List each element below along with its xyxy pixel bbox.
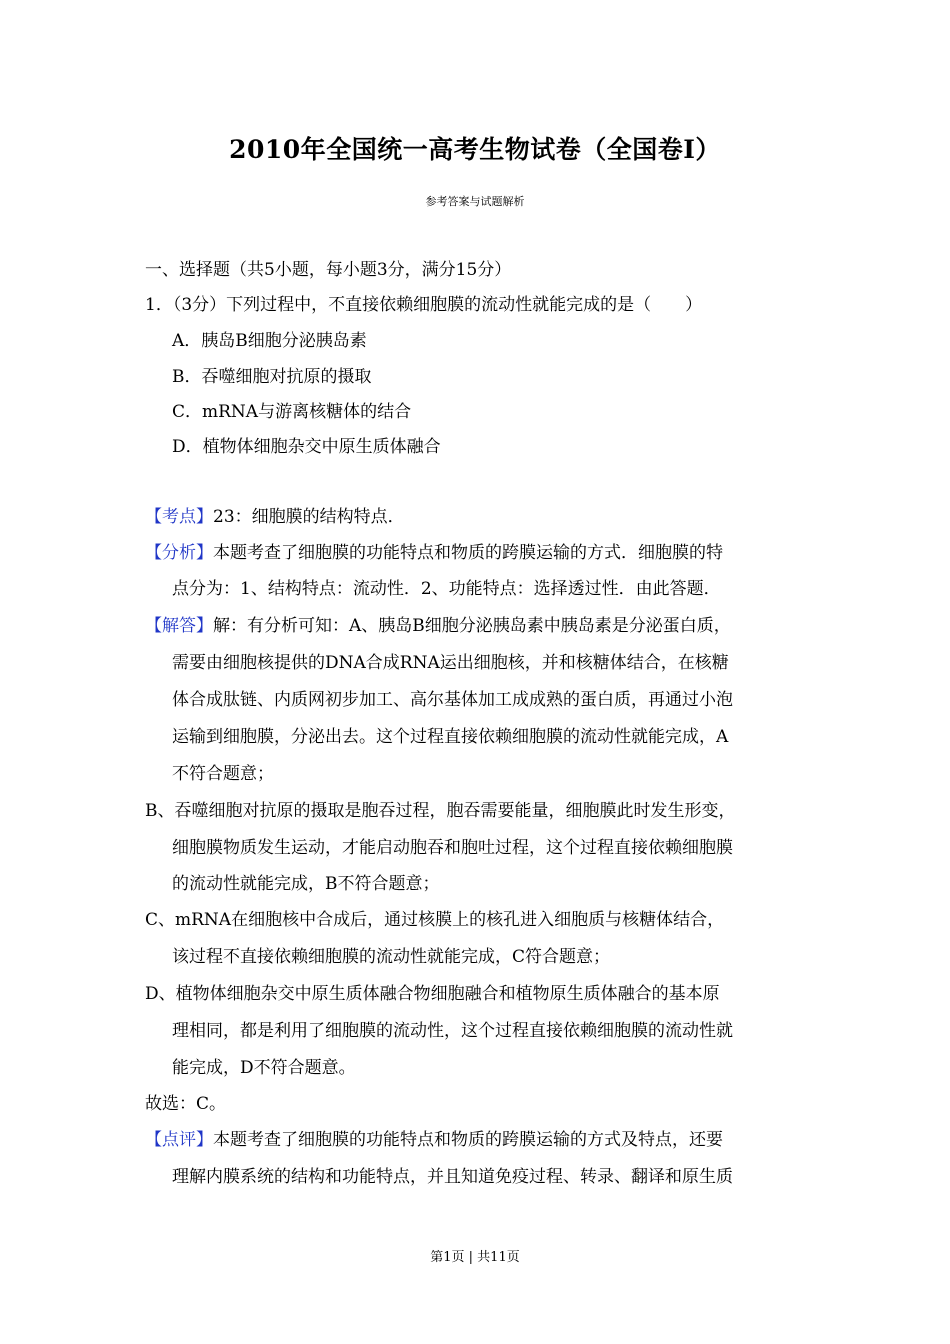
question-stem [145, 294, 702, 316]
fenxi-line-2: 点分为：1、结构特点：流动性．2、功能特点：选择透过性．由此答题． [172, 579, 721, 599]
answer-conclusion: 故选：C。 [145, 1094, 227, 1114]
jieda-b-line-3: 的流动性就能完成，B不符合题意； [172, 874, 440, 894]
option-a: A．胰岛B细胞分泌胰岛素 [172, 331, 367, 351]
jieda-d-line-1: D、植物体细胞杂交中原生质体融合物细胞融合和植物原生质体融合的基本原 [145, 984, 720, 1004]
page-footer: 第1页 | 共11页 [430, 1250, 520, 1265]
jieda-d-line-3: 能完成，D不符合题意。 [172, 1058, 356, 1078]
fenxi-line-1 [145, 542, 723, 564]
jieda-line-5: 不符合题意； [172, 764, 274, 784]
kaodian-tag: 【考点】 [145, 507, 213, 527]
section-heading: 一、选择题（共5小题，每小题3分，满分15分） [145, 260, 512, 280]
fenxi-text-1: 本题考查了细胞膜的功能特点和物质的跨膜运输的方式．细胞膜的特 [213, 543, 723, 563]
jieda-b-line-1: B、吞噬细胞对抗原的摄取是胞吞过程，胞吞需要能量，细胞膜此时发生形变， [145, 801, 736, 821]
jieda-b-line-2: 细胞膜物质发生运动，才能启动胞吞和胞吐过程，这个过程直接依赖细胞膜 [172, 838, 733, 858]
jieda-d-line-2: 理相同，都是利用了细胞膜的流动性，这个过程直接依赖细胞膜的流动性就 [172, 1021, 733, 1041]
dianping-line-2: 理解内膜系统的结构和功能特点，并且知道免疫过程、转录、翻译和原生质 [172, 1167, 733, 1187]
dianping-line-1 [145, 1129, 723, 1151]
kaodian-text: 23：细胞膜的结构特点． [213, 507, 405, 527]
jieda-c-line-2: 该过程不直接依赖细胞膜的流动性就能完成，C符合题意； [172, 947, 611, 967]
jieda-line-2: 需要由细胞核提供的DNA合成RNA运出细胞核，并和核糖体结合，在核糖 [172, 653, 729, 673]
option-c: C．mRNA与游离核糖体的结合 [172, 402, 412, 422]
jieda-line-4: 运输到细胞膜，分泌出去。这个过程直接依赖细胞膜的流动性就能完成，A [172, 727, 729, 747]
dianping-text-1: 本题考查了细胞膜的功能特点和物质的跨膜运输的方式及特点，还要 [213, 1130, 723, 1150]
jieda-line-3: 体合成肽链、内质网初步加工、高尔基体加工成成熟的蛋白质，再通过小泡 [172, 690, 733, 710]
page-subtitle: 参考答案与试题解析 [425, 195, 525, 208]
option-d: D．植物体细胞杂交中原生质体融合 [172, 437, 441, 457]
question-number: 1． [145, 295, 173, 315]
jieda-text-1: 解：有分析可知：A、胰岛B细胞分泌胰岛素中胰岛素是分泌蛋白质， [213, 616, 731, 636]
jieda-line-1 [145, 615, 731, 637]
question-text: （3分）下列过程中，不直接依赖细胞膜的流动性就能完成的是（ ） [172, 295, 703, 315]
page-title: 2010年全国统一高考生物试卷（全国卷Ⅰ） [229, 135, 721, 164]
jieda-tag: 【解答】 [145, 616, 213, 636]
fenxi-tag: 【分析】 [145, 543, 213, 563]
dianping-tag: 【点评】 [145, 1130, 213, 1150]
option-b: B．吞噬细胞对抗原的摄取 [172, 367, 372, 387]
jieda-c-line-1: C、mRNA在细胞核中合成后，通过核膜上的核孔进入细胞质与核糖体结合， [145, 910, 725, 930]
kaodian-line [145, 506, 405, 528]
